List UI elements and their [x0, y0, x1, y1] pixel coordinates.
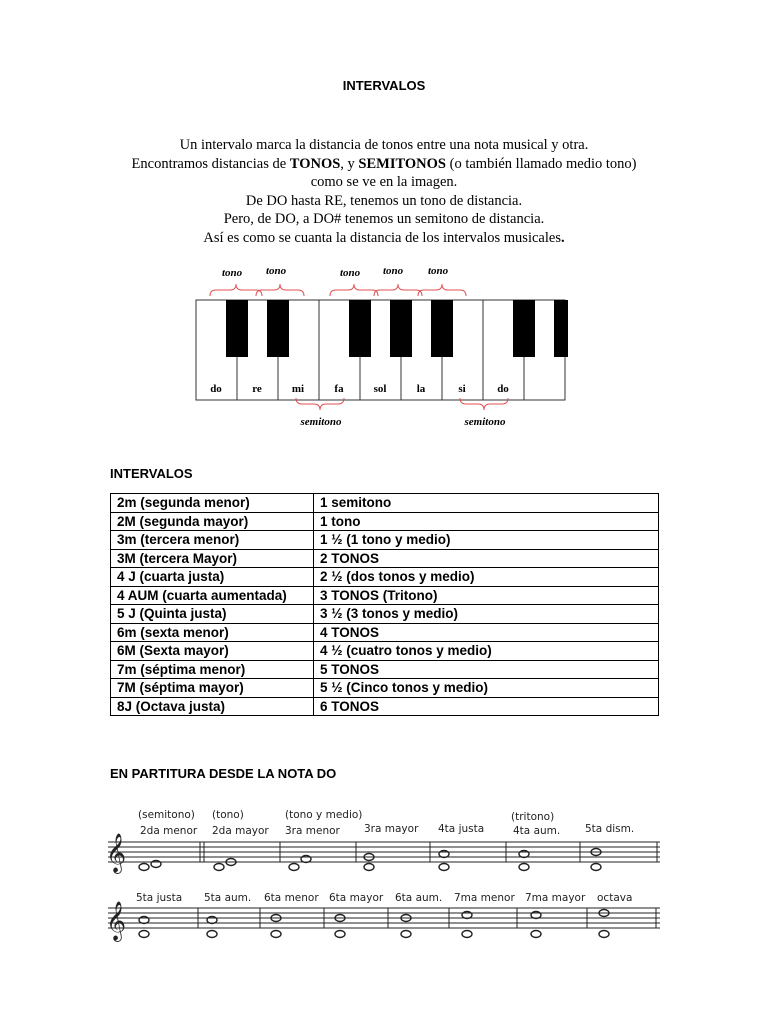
semitono-label: semitono — [464, 416, 506, 428]
intervals-table — [110, 493, 659, 716]
intro-line: Encontramos distancias de TONOS, y SEMITONOS (o también llamado medio tono) — [131, 155, 637, 172]
table-row — [111, 642, 659, 661]
intro-paragraph — [84, 136, 684, 248]
table-row — [111, 512, 659, 531]
score-label: 2da menor — [140, 825, 198, 837]
score-note: (tritono) — [511, 811, 555, 823]
score-label: 5ta aum. — [204, 892, 252, 904]
score-note: (semitono) — [138, 809, 195, 821]
semitono-label: semitono — [300, 416, 342, 428]
score-label: 7ma mayor — [525, 892, 586, 904]
table-row — [111, 586, 659, 605]
note-label: fa — [334, 383, 344, 395]
tono-brackets — [210, 284, 466, 296]
interval-name: 4 J (cuarta justa) — [111, 568, 314, 587]
tono-label: tono — [383, 265, 404, 277]
table-row — [111, 660, 659, 679]
score-label: 4ta justa — [438, 823, 485, 835]
note-label: la — [416, 383, 426, 395]
page-title: INTERVALOS — [342, 78, 426, 93]
interval-distance: 1 semitono — [314, 494, 659, 513]
interval-name: 6m (sexta menor) — [111, 623, 314, 642]
score-label: 3ra menor — [285, 825, 340, 837]
table-row — [111, 605, 659, 624]
tono-label: tono — [266, 265, 287, 277]
table-heading: INTERVALOS — [110, 466, 193, 481]
intro-line: Un intervalo marca la distancia de tonos entre una nota musical y otra. — [179, 137, 589, 153]
interval-name: 7M (séptima mayor) — [111, 679, 314, 698]
interval-name: 3m (tercera menor) — [111, 531, 314, 550]
interval-name: 6M (Sexta mayor) — [111, 642, 314, 661]
interval-distance: 6 TONOS — [314, 697, 659, 716]
table-row — [111, 531, 659, 550]
interval-score-image — [104, 804, 664, 946]
interval-name: 5 J (Quinta justa) — [111, 605, 314, 624]
note-label: sol — [373, 383, 387, 395]
interval-distance: 2 TONOS — [314, 549, 659, 568]
score-label: 6ta mayor — [329, 892, 384, 904]
intro-line: como se ve en la imagen. — [310, 174, 458, 191]
score-label: octava — [597, 892, 633, 904]
interval-distance: 1 tono — [314, 512, 659, 531]
intro-line: Así es como se cuanta la distancia de los intervalos musicales. — [203, 229, 565, 246]
interval-name: 2M (segunda mayor) — [111, 512, 314, 531]
interval-name: 3M (tercera Mayor) — [111, 549, 314, 568]
table-row — [111, 568, 659, 587]
tono-label: tono — [222, 267, 243, 279]
treble-clef-icon: 𝄞 — [106, 901, 127, 941]
score-heading: EN PARTITURA DESDE LA NOTA DO — [110, 766, 337, 781]
interval-name: 2m (segunda menor) — [111, 494, 314, 513]
interval-distance: 5 TONOS — [314, 660, 659, 679]
piano-keyboard-diagram — [190, 258, 574, 434]
interval-distance: 4 ½ (cuatro tonos y medio) — [314, 642, 659, 661]
tono-label: tono — [340, 267, 361, 279]
table-row — [111, 623, 659, 642]
treble-clef-icon: 𝄞 — [106, 833, 127, 873]
score-label: 7ma menor — [454, 892, 515, 904]
intro-line: De DO hasta RE, tenemos un tono de distancia. — [245, 192, 523, 209]
table-row — [111, 697, 659, 716]
interval-distance: 1 ½ (1 tono y medio) — [314, 531, 659, 550]
note-label: re — [252, 383, 262, 395]
score-label: 3ra mayor — [364, 823, 419, 835]
interval-name: 4 AUM (cuarta aumentada) — [111, 586, 314, 605]
interval-name: 7m (séptima menor) — [111, 660, 314, 679]
interval-distance: 2 ½ (dos tonos y medio) — [314, 568, 659, 587]
tono-label: tono — [428, 265, 449, 277]
interval-distance: 4 TONOS — [314, 623, 659, 642]
table-row — [111, 679, 659, 698]
note-label: si — [458, 383, 466, 395]
score-label: 6ta menor — [264, 892, 319, 904]
score-label: 5ta justa — [136, 892, 183, 904]
interval-name: 8J (Octava justa) — [111, 697, 314, 716]
score-label: 6ta aum. — [395, 892, 443, 904]
score-label: 4ta aum. — [513, 825, 561, 837]
interval-distance: 5 ½ (Cinco tonos y medio) — [314, 679, 659, 698]
note-label: do — [497, 383, 509, 395]
score-note: (tono) — [212, 809, 244, 821]
staff-row-1 — [108, 842, 660, 862]
note-label: mi — [291, 383, 305, 395]
table-row — [111, 549, 659, 568]
score-note: (tono y medio) — [285, 809, 363, 821]
note-label: do — [210, 383, 222, 395]
staff-row-2 — [108, 908, 660, 928]
table-row — [111, 494, 659, 513]
score-label: 5ta dism. — [585, 823, 635, 835]
interval-distance: 3 ½ (3 tonos y medio) — [314, 605, 659, 624]
intro-line: Pero, de DO, a DO# tenemos un semitono de distancia. — [223, 211, 545, 228]
score-label: 2da mayor — [212, 825, 269, 837]
interval-distance: 3 TONOS (Tritono) — [314, 586, 659, 605]
black-keys — [226, 300, 568, 357]
